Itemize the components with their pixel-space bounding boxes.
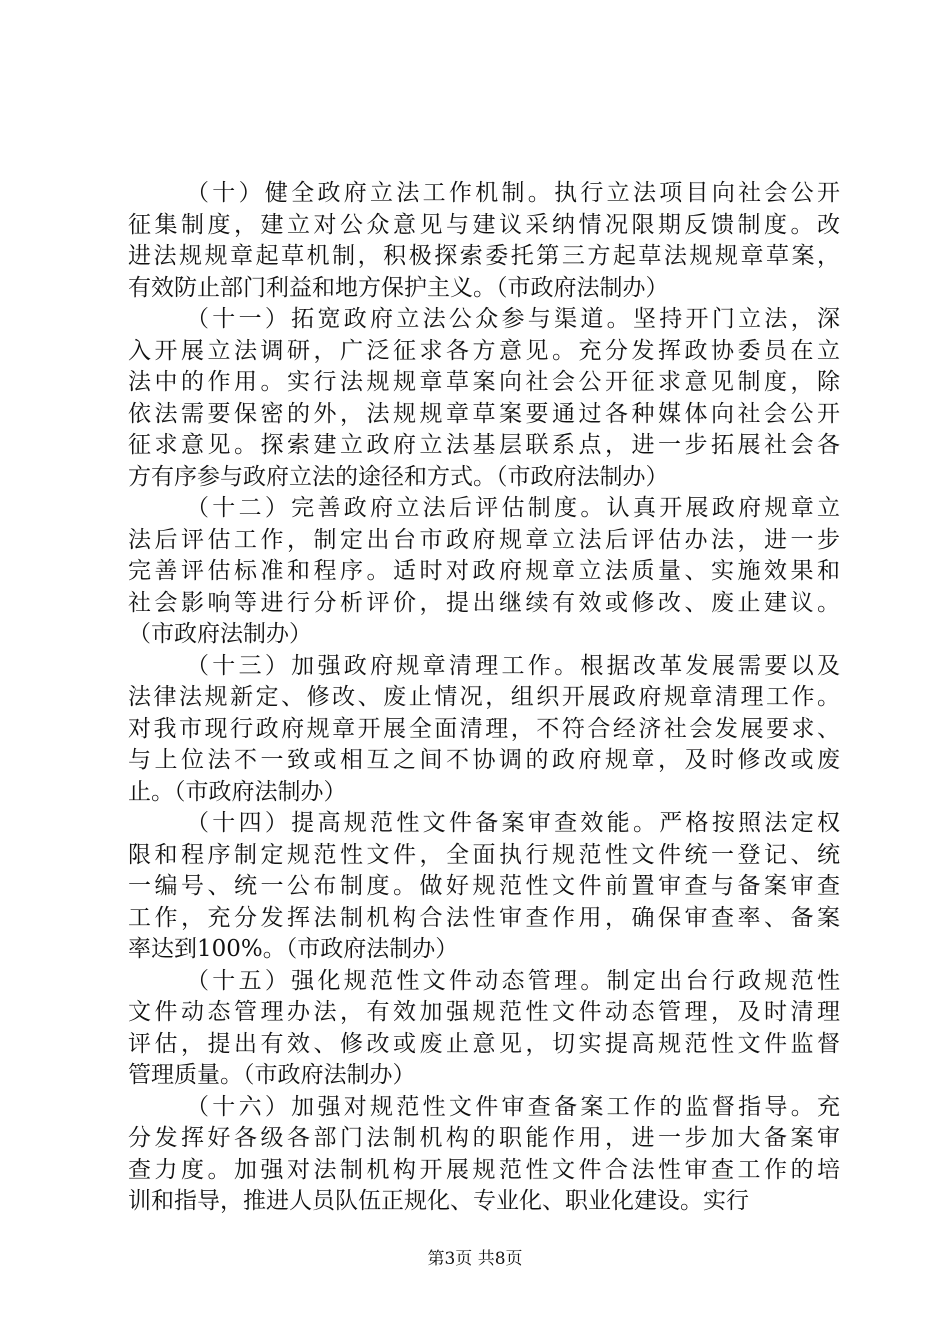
text-line: 征集制度，建立对公众意见与建议采纳情况限期反馈制度。改: [128, 211, 840, 238]
text-line: 查力度。加强对法制机构开展规范性文件合法性审查工作的培: [128, 1156, 840, 1183]
text-line: 进法规规章起草机制，积极探索委托第三方起草法规规章草案，: [128, 243, 840, 269]
text-line: 训和指导，推进人员队伍正规化、专业化、职业化建设。实行: [128, 1188, 749, 1214]
text-line: 征求意见。探索建立政府立法基层联系点，进一步拓展社会各: [128, 432, 840, 458]
text-line: 文件动态管理办法，有效加强规范性文件动态管理，及时清理: [128, 999, 840, 1025]
paragraph: [128, 1092, 840, 1218]
text-line: 完善评估标准和程序。适时对政府规章立法质量、实施效果和: [128, 558, 840, 584]
text-line: 与上位法不一致或相互之间不协调的政府规章，及时修改或废: [128, 747, 840, 773]
page-footer: 第3页 共8页: [427, 1249, 523, 1269]
paragraph: [128, 808, 840, 966]
text-line: 入开展立法调研，广泛征求各方意见。充分发挥政协委员在立: [128, 337, 840, 364]
text-line: 法后评估工作，制定出台市政府规章立法后评估办法，进一步: [128, 526, 840, 553]
text-line: （市政府法制办）: [128, 621, 312, 647]
paragraph: [128, 651, 840, 809]
text-line: 限和程序制定规范性文件，全面执行规范性文件统一登记、统: [128, 841, 840, 868]
text-line: （十）健全政府立法工作机制。执行立法项目向社会公开: [186, 180, 840, 206]
text-line: （十三）加强政府规章清理工作。根据改革发展需要以及: [186, 652, 840, 679]
text-line: 止。（市政府法制办）: [128, 778, 347, 805]
text-line: 评估，提出有效、修改或废止意见，切实提高规范性文件监督: [128, 1030, 840, 1057]
text-line: 管理质量。（市政府法制办）: [128, 1062, 416, 1088]
text-line: 依法需要保密的外，法规规章草案要通过各种媒体向社会公开: [128, 400, 840, 427]
text-line: 法律法规新定、修改、废止情况，组织开展政府规章清理工作。: [128, 684, 840, 710]
text-line: （十五）强化规范性文件动态管理。制定出台行政规范性: [186, 967, 840, 994]
text-line: 对我市现行政府规章开展全面清理，不符合经济社会发展要求、: [128, 715, 840, 742]
text-line: 有效防止部门利益和地方保护主义。（市政府法制办）: [128, 274, 669, 301]
text-line: 一编号、统一公布制度。做好规范性文件前置审查与备案审查: [128, 873, 840, 899]
text-line: 方有序参与政府立法的途径和方式。（市政府法制办）: [128, 463, 669, 490]
text-line: 分发挥好各级各部门法制机构的职能作用，进一步加大备案审: [128, 1125, 840, 1151]
paragraph: [128, 493, 840, 651]
text-line: （十六）加强对规范性文件审查备案工作的监督指导。充: [186, 1093, 840, 1120]
text-line: 法中的作用。实行法规规章草案向社会公开征求意见制度，除: [128, 369, 840, 395]
text-line: （十一）拓宽政府立法公众参与渠道。坚持开门立法，深: [186, 306, 840, 332]
paragraph: [128, 304, 840, 493]
text-line: 社会影响等进行分析评价，提出继续有效或修改、废止建议。: [128, 589, 840, 616]
paragraph: [128, 966, 840, 1092]
text-line: 率达到100%。（市政府法制办）: [128, 936, 459, 962]
text-line: 工作，充分发挥法制机构合法性审查作用，确保审查率、备案: [128, 904, 840, 931]
document-body: [128, 178, 840, 1218]
paragraph: [128, 178, 840, 304]
text-line: （十四）提高规范性文件备案审查效能。严格按照法定权: [186, 810, 840, 836]
text-line: （十二）完善政府立法后评估制度。认真开展政府规章立: [186, 495, 840, 521]
